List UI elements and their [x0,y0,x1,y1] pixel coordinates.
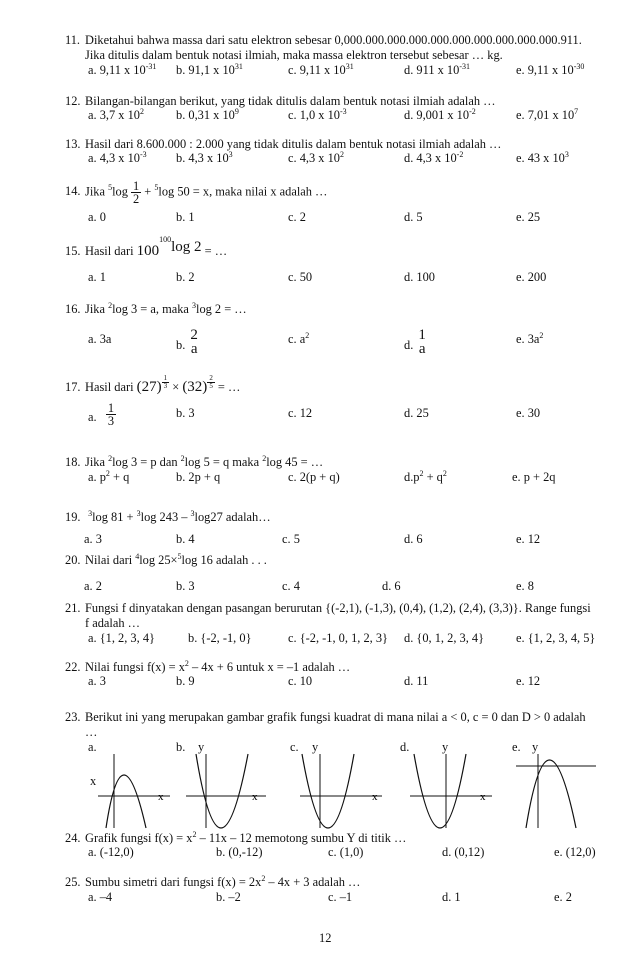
q11-option-b[interactable]: b. 91,1 x $10^{31}$ [176,61,243,77]
q19-option-c[interactable]: c. 5 [282,532,300,546]
q14-option-c[interactable]: c. 2 [288,210,306,224]
question-22: 22. Nilai fungsi $f(x) = x^2 - 4x + 6$ untuk x = –1 adalah … [65,658,351,674]
q15-options [88,270,608,286]
q13-option-c[interactable]: c. 4,3 x $10^2$ [288,149,344,165]
question-13: 13. Hasil dari 8.600.000 : 2.000 yang tidak ditulis dalam bentuk notasi ilmiah adalah … [65,137,502,151]
q20-option-c[interactable]: c. 4 [282,579,300,593]
q13-options [88,151,608,167]
q21-line1: Fungsi f dinyatakan dengan pasangan berurutan {(-2,1), (-1,3), (0,4), (1,2), (2,4), (3,3)}. Range fungsi [85,601,591,615]
q11-option-e[interactable]: e. 9,11 x $10^{-30}$ [516,61,585,77]
question-24: 24. Grafik fungsi $f(x) = x^2 - 11x - 12$ memotong sumbu Y di titik … [65,829,407,845]
q13-option-d[interactable]: d. 4,3 x $10^{-2}$ [404,149,464,165]
q15-option-e[interactable]: e. 200 [516,270,547,284]
q20-option-d[interactable]: d. 6 [382,579,401,593]
q25-options [88,890,608,906]
graph-e [512,752,602,832]
y-axis-label: y [198,740,205,754]
q18-option-b[interactable]: b. 2p + q [176,470,221,484]
q24-options [88,845,608,861]
q23-option-d[interactable]: d. y x [400,740,490,832]
q13-option-e[interactable]: e. 43 x $10^3$ [516,149,569,165]
q14-option-b[interactable]: b. 1 [176,210,195,224]
q14-option-e[interactable]: e. 25 [516,210,541,224]
question-11: 11. Diketahui bahwa massa dari satu elektron sebesar 0,000.000.000.000.000.000.000.000.000.000.911. Jika ditulis dalam bentuk notasi ilmiah, maka massa elektron tersebut sebesar … kg. [65,33,605,63]
q16-option-d[interactable]: d. 1 a [404,327,426,357]
question-17: 17. Hasil dari (27) $\frac{1}{3}$ × (32) $\frac{2}{5}$ = … [65,373,241,395]
q23-option-b[interactable]: b. y x [176,740,266,832]
q17-option-e[interactable]: e. 30 [516,406,541,420]
svg-text:x: x [480,791,486,803]
q22-options [88,674,608,690]
q25-option-b[interactable]: b. –2 [216,890,241,904]
q16-options [88,328,608,358]
q12-stem: Bilangan-bilangan berikut, yang tidak ditulis dalam bentuk notasi ilmiah adalah … [85,94,496,108]
q18-option-c[interactable]: c. 2(p + q) [288,470,340,484]
q22-option-a[interactable]: a. 3 [88,674,106,688]
question-25: 25. Sumbu simetri dari fungsi $f(x) = 2x^2 - 4x + 3$ adalah … [65,873,361,889]
q13-stem: Hasil dari 8.600.000 : 2.000 yang tidak ditulis dalam bentuk notasi ilmiah adalah … [85,137,502,151]
q11-option-d[interactable]: d. 911 x $10^{-31}$ [404,61,470,77]
question-18: 18. Jika $^2$log 3 = p dan $^2$log 5 = q maka $^2$log 45 = … [65,453,324,469]
q23-line2: … [85,725,98,739]
graph-d [400,752,500,832]
q19-option-b[interactable]: b. 4 [176,532,195,546]
q19-options [84,532,608,548]
q20-option-b[interactable]: b. 3 [176,579,195,593]
q16-option-b[interactable]: b. 2 a [176,327,198,357]
question-15: 15. Hasil dari $100^{100}\log$ 2 = … [65,234,228,259]
q24-option-a[interactable]: a. (-12,0) [88,845,134,859]
q23-line1: Berikut ini yang merupakan gambar grafik fungsi kuadrat di mana nilai a < 0, c = 0 dan D > 0 adalah [85,710,586,724]
q20-options [84,579,608,595]
q23-option-a[interactable]: a. x x [88,740,178,832]
q18-options [88,470,608,486]
question-19: 19. $^3$log 81 + $^3$log 243 – $^3$log27 adalah… [65,508,271,524]
q11-options [88,63,608,79]
page-number: 12 [319,931,332,945]
q17-option-d[interactable]: d. 25 [404,406,429,420]
q14-fraction: $\frac{1}{2}$ [133,179,140,206]
q23-graph-options [80,740,600,832]
q16-option-a[interactable]: a. 3a [88,332,112,346]
q22-option-c[interactable]: c. 10 [288,674,313,688]
q11-option-c[interactable]: c. 9,11 x $10^{31}$ [288,61,354,77]
q24-option-b[interactable]: b. (0,-12) [216,845,263,859]
q25-option-a[interactable]: a. –4 [88,890,113,904]
q17-option-a[interactable]: a. $\frac{1}{3}$ [88,401,115,428]
x-axis-marker: x [158,791,164,803]
q21-option-b[interactable]: b. {-2, -1, 0} [188,631,252,645]
q15-option-d[interactable]: d. 100 [404,270,435,284]
q16-option-e[interactable]: e. $3a^2$ [516,330,544,346]
graph-a [88,752,178,832]
q20-option-e[interactable]: e. 8 [516,579,534,593]
q21-option-e[interactable]: e. {1, 2, 3, 4, 5} [516,631,596,645]
q15-option-c[interactable]: c. 50 [288,270,313,284]
q11-option-a[interactable]: a. 9,11 x $10^{-31}$ [88,61,157,77]
q12-option-e[interactable]: e. 7,01 x $10^7$ [516,106,579,122]
q18-option-a[interactable]: a. $p^2 + q$ [88,468,130,484]
q13-option-b[interactable]: b. 4,3 x $10^3$ [176,149,233,165]
q25-option-e[interactable]: e. 2 [554,890,572,904]
svg-text:x: x [372,791,378,803]
q14-option-d[interactable]: d. 5 [404,210,423,224]
q14-option-a[interactable]: a. 0 [88,210,106,224]
question-20: 20. Nilai dari $^4$log 25×$^5$log 16 adalah . . . [65,551,267,567]
q12-option-c[interactable]: c. 1,0 x $10^{-3}$ [288,106,347,122]
question-12: 12. Bilangan-bilangan berikut, yang tidak ditulis dalam bentuk notasi ilmiah adalah … [65,94,496,108]
q11-line1: Diketahui bahwa massa dari satu elektron sebesar 0,000.000.000.000.000.000.000.000.000.000.911. [85,33,582,47]
q11-line2: Jika ditulis dalam bentuk notasi ilmiah, maka massa elektron tersebut sebesar … kg. [85,48,503,62]
q21-line2: f adalah … [85,616,141,630]
q19-option-e[interactable]: e. 12 [516,532,541,546]
q25-option-d[interactable]: d. 1 [442,890,461,904]
q17-options [88,402,608,432]
q19-option-a[interactable]: a. 3 [84,532,102,546]
q22-option-e[interactable]: e. 12 [516,674,541,688]
q23-option-c[interactable]: c. y x [290,740,380,832]
q24-option-c[interactable]: c. (1,0) [328,845,364,859]
q15-option-a[interactable]: a. 1 [88,270,106,284]
q18-option-d[interactable]: $d.p^2 + q^2$ [404,468,447,484]
q12-option-d[interactable]: d. 9,001 x $10^{-2}$ [404,106,476,122]
q12-option-a[interactable]: a. 3,7 x $10^2$ [88,106,144,122]
q21-options [88,631,608,647]
q23-option-e[interactable]: e. y [512,740,602,832]
q21-option-d[interactable]: d. {0, 1, 2, 3, 4} [404,631,485,645]
q19-option-d[interactable]: d. 6 [404,532,423,546]
graph-c [290,752,390,832]
q18-option-e[interactable]: e. p + 2q [512,470,556,484]
q14-options [88,210,608,226]
question-14: 14. Jika $^5$log $\frac{1}{2}$ + $^5$log 50 = x, maka nilai x adalah … [65,179,328,206]
q12-option-b[interactable]: b. 0,31 x $10^9$ [176,106,239,122]
q17-option-c[interactable]: c. 12 [288,406,313,420]
question-16: 16. Jika $^2$log 3 = a, maka $^3$log 2 = … [65,300,247,316]
question-23: 23. Berikut ini yang merupakan gambar grafik fungsi kuadrat di mana nilai a < 0, c = 0 dan D > 0 adalah … [65,710,605,740]
question-21: 21. Fungsi f dinyatakan dengan pasangan berurutan {(-2,1), (-1,3), (0,4), (1,2), (2,4), (3,3)}. Range fungsi f adalah … [65,601,605,631]
q24-option-e[interactable]: e. (12,0) [554,845,596,859]
q21-option-a[interactable]: a. {1, 2, 3, 4} [88,631,155,645]
graph-b [176,752,276,832]
q25-option-c[interactable]: c. –1 [328,890,353,904]
q12-options [88,108,608,124]
svg-text:x: x [252,791,258,803]
q22-option-d[interactable]: d. 11 [404,674,429,688]
q13-option-a[interactable]: a. 4,3 x $10^{-3}$ [88,149,147,165]
q21-option-c[interactable]: c. {-2, -1, 0, 1, 2, 3} [288,631,388,645]
q16-option-c[interactable]: c. $a^2$ [288,330,310,346]
x-axis-label: x [90,774,97,788]
q22-option-b[interactable]: b. 9 [176,674,195,688]
q17-option-b[interactable]: b. 3 [176,406,195,420]
q20-option-a[interactable]: a. 2 [84,579,102,593]
q24-option-d[interactable]: d. (0,12) [442,845,485,859]
q15-option-b[interactable]: b. 2 [176,270,195,284]
